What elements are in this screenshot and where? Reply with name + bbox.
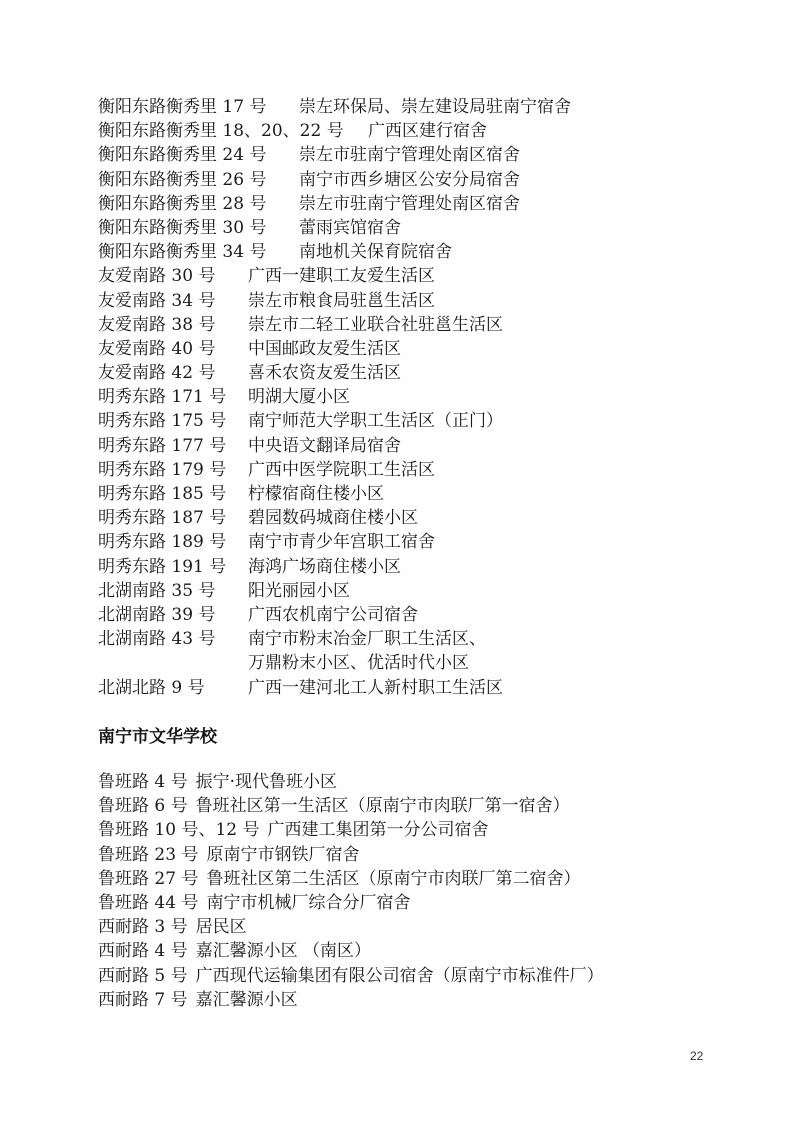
address: 衡阳东路衡秀里 28 号 xyxy=(98,193,267,214)
community-name: 南地机关保育院宿舍 xyxy=(299,242,452,263)
list-item xyxy=(98,409,738,433)
address: 衡阳东路衡秀里 17 号 xyxy=(98,97,267,117)
address: 北湖南路 39 号 xyxy=(98,604,216,625)
address: 友爱南路 30 号 xyxy=(98,266,216,287)
address: 衡阳东路衡秀里 26 号 xyxy=(98,169,267,190)
community-name: 明湖大厦小区 xyxy=(248,387,350,408)
list-item xyxy=(98,119,738,143)
school-heading: 南宁市文华学校 xyxy=(98,727,217,747)
address: 明秀东路 179 号 xyxy=(98,459,227,480)
community-name: 阳光丽园小区 xyxy=(248,580,350,601)
community-name: 鲁班社区第二生活区（原南宁市肉联厂第二宿舍） xyxy=(206,868,581,889)
address: 明秀东路 171 号 xyxy=(98,387,227,408)
address: 西耐路 4 号 xyxy=(98,941,188,962)
community-name: 广西建工集团第一分公司宿舍 xyxy=(267,820,489,841)
list-item xyxy=(98,988,738,1012)
list-item xyxy=(98,770,738,794)
list-item xyxy=(98,264,738,288)
community-name: 崇左市驻南宁管理处南区宿舍 xyxy=(299,145,520,166)
community-name: 南宁市机械厂综合分厂宿舍 xyxy=(206,892,411,913)
list-item xyxy=(98,555,738,579)
community-name: 广西一建职工友爱生活区 xyxy=(248,266,435,287)
list-item xyxy=(98,337,738,361)
address: 友爱南路 34 号 xyxy=(98,290,216,311)
address: 北湖南路 43 号 xyxy=(98,629,216,650)
address: 鲁班路 27 号 xyxy=(98,868,199,889)
address: 鲁班路 23 号 xyxy=(98,844,199,865)
list-item xyxy=(98,891,738,915)
list-item xyxy=(98,240,738,264)
address: 西耐路 5 号 xyxy=(98,965,188,986)
community-name: 南宁市西乡塘区公安分局宿舍 xyxy=(299,169,520,190)
list-item xyxy=(98,168,738,192)
hengxiuli-group xyxy=(98,95,738,264)
list-item xyxy=(98,216,738,240)
list-item xyxy=(98,192,738,216)
community-name: 中国邮政友爱生活区 xyxy=(248,338,401,359)
list-item xyxy=(98,818,738,842)
address: 西耐路 3 号 xyxy=(98,917,188,938)
list-item xyxy=(98,530,738,554)
address: 鲁班路 10 号、12 号 xyxy=(98,820,260,841)
address: 北湖南路 35 号 xyxy=(98,580,216,601)
list-item xyxy=(98,867,738,891)
list-item xyxy=(98,676,738,700)
list-item xyxy=(98,289,738,313)
community-name: 崇左环保局、崇左建设局驻南宁宿舍 xyxy=(299,97,571,117)
address: 明秀东路 185 号 xyxy=(98,484,227,504)
community-name: 原南宁市钢铁厂宿舍 xyxy=(206,844,360,865)
community-name: 崇左市驻南宁管理处南区宿舍 xyxy=(299,193,520,214)
community-name: 南宁市粉末冶金厂职工生活区、 xyxy=(248,629,486,650)
list-item xyxy=(98,95,738,119)
list-item xyxy=(98,915,738,939)
address: 友爱南路 42 号 xyxy=(98,363,216,384)
community-name: 嘉汇馨源小区 xyxy=(195,989,298,1010)
community-name: 喜禾农资友爱生活区 xyxy=(248,363,401,384)
list-item xyxy=(98,361,738,385)
list-item xyxy=(98,627,738,651)
youai-mingxiu-beihu-group xyxy=(98,264,738,699)
community-name: 广西现代运输集团有限公司宿舍（原南宁市标准件厂） xyxy=(195,965,604,986)
list-item xyxy=(98,603,738,627)
community-name: 鲁班社区第一生活区（原南宁市肉联厂第一宿舍） xyxy=(195,796,570,817)
list-item xyxy=(98,843,738,867)
list-item xyxy=(98,434,738,458)
address: 衡阳东路衡秀里 18、20、22 号 xyxy=(98,121,344,142)
list-item xyxy=(98,385,738,409)
community-name: 嘉汇馨源小区 （南区） xyxy=(195,941,372,962)
address: 鲁班路 4 号 xyxy=(98,772,188,792)
community-name: 柠檬宿商住楼小区 xyxy=(248,484,384,504)
community-name: 振宁·现代鲁班小区 xyxy=(195,772,338,792)
address: 明秀东路 187 号 xyxy=(98,508,227,529)
address: 友爱南路 40 号 xyxy=(98,338,216,359)
address: 明秀东路 175 号 xyxy=(98,411,227,432)
list-item xyxy=(98,939,738,963)
community-name: 广西农机南宁公司宿舍 xyxy=(248,604,418,625)
list-item xyxy=(98,143,738,167)
community-name: 南宁师范大学职工生活区（正门） xyxy=(248,411,503,432)
community-name: 广西中医学院职工生活区 xyxy=(248,459,435,480)
list-item xyxy=(98,458,738,482)
community-name: 蕾雨宾馆宿舍 xyxy=(299,217,401,238)
list-item xyxy=(98,964,738,988)
community-name: 南宁市青少年宫职工宿舍 xyxy=(248,532,435,553)
community-name: 居民区 xyxy=(195,917,247,938)
list-item xyxy=(98,794,738,818)
list-item xyxy=(98,482,738,506)
address: 衡阳东路衡秀里 24 号 xyxy=(98,145,267,166)
address: 衡阳东路衡秀里 34 号 xyxy=(98,242,267,263)
address: 鲁班路 44 号 xyxy=(98,892,199,913)
address: 明秀东路 177 号 xyxy=(98,435,227,456)
page-number: 22 xyxy=(690,1049,704,1063)
community-name: 广西区建行宿舍 xyxy=(368,121,487,142)
address: 西耐路 7 号 xyxy=(98,989,188,1010)
community-name: 碧园数码城商住楼小区 xyxy=(248,508,418,529)
address: 衡阳东路衡秀里 30 号 xyxy=(98,217,267,238)
community-name: 海鸿广场商住楼小区 xyxy=(248,556,401,577)
address: 友爱南路 38 号 xyxy=(98,314,216,335)
list-item xyxy=(98,651,738,675)
address: 明秀东路 189 号 xyxy=(98,532,227,553)
list-item xyxy=(98,579,738,603)
community-name: 万鼎粉末小区、优活时代小区 xyxy=(248,653,469,674)
address-list-continued xyxy=(98,95,738,700)
community-name: 崇左市二轻工业联合社驻邕生活区 xyxy=(248,314,503,335)
address: 北湖北路 9 号 xyxy=(98,677,205,698)
community-name: 中央语文翻译局宿舍 xyxy=(248,435,401,456)
address: 明秀东路 191 号 xyxy=(98,556,227,577)
list-item xyxy=(98,313,738,337)
list-item xyxy=(98,506,738,530)
address: 鲁班路 6 号 xyxy=(98,796,188,817)
community-name: 广西一建河北工人新村职工生活区 xyxy=(248,677,503,698)
wenhua-school-address-list xyxy=(98,770,738,1012)
community-name: 崇左市粮食局驻邕生活区 xyxy=(248,290,435,311)
